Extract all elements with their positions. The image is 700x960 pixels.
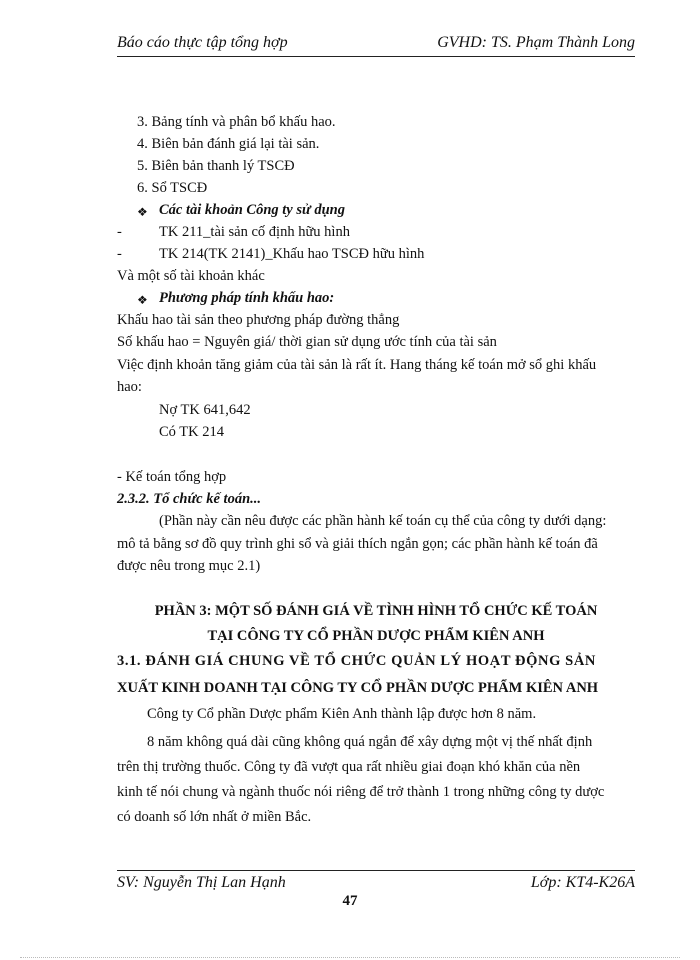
list-item: 4. Biên bản đánh giá lại tài sản. (137, 136, 320, 152)
list-item: 5. Biên bản thanh lý TSCĐ (137, 158, 295, 174)
accounts-heading: Các tài khoản Công ty sử dụng (159, 202, 345, 218)
note-line: được nêu trong mục 2.1) (117, 558, 261, 574)
diamond-bullet-icon: ❖ (137, 293, 148, 307)
account-item: TK 214(TK 2141)_Khấu hao TSCĐ hữu hình (159, 246, 425, 262)
section-31-line1: 3.1. ĐÁNH GIÁ CHUNG VỀ TỔ CHỨC QUẢN LÝ HOẠT ĐỘNG SẢN (117, 653, 596, 669)
page-edge-divider (20, 957, 680, 958)
body-line: kinh tế nói chung và ngành thuốc nói riêng để trở thành 1 trong những công ty dược (117, 784, 605, 800)
method-line: hao: (117, 379, 142, 395)
note-line: mô tả bằng sơ đồ quy trình ghi sổ và giải thích ngắn gọn; các phần hành kế toán đã (117, 536, 598, 552)
header-left: Báo cáo thực tập tổng hợp (117, 34, 288, 51)
header-right: GVHD: TS. Phạm Thành Long (437, 34, 635, 51)
body-line: trên thị trường thuốc. Công ty đã vượt qua rất nhiều giai đoạn khó khăn của nền (117, 759, 581, 775)
footer-left: SV: Nguyễn Thị Lan Hạnh (117, 874, 286, 891)
section-232-heading: 2.3.2. Tổ chức kế toán... (117, 491, 262, 507)
body-line: có doanh số lớn nhất ở miền Bắc. (117, 809, 312, 825)
part3-title-line1: PHẦN 3: MỘT SỐ ĐÁNH GIÁ VỀ TÌNH HÌNH TỔ CHỨC KẾ TOÁN (154, 603, 598, 619)
part3-title-line2: TẠI CÔNG TY CỔ PHẦN DƯỢC PHẨM KIÊN ANH (207, 628, 545, 644)
method-heading: Phương pháp tính khấu hao: (159, 290, 335, 306)
body-line: Công ty Cổ phần Dược phẩm Kiên Anh thành lập được hơn 8 năm. (147, 706, 537, 722)
header-rule (117, 56, 635, 57)
entry-debit: Nợ TK 641,642 (159, 402, 251, 418)
account-item: TK 211_tài sản cố định hữu hình (159, 224, 350, 240)
section-31-line2: XUẤT KINH DOANH TẠI CÔNG TY CỔ PHẦN DƯỢC PHẨM KIÊN ANH (117, 680, 599, 696)
diamond-bullet-icon: ❖ (137, 205, 148, 219)
method-line: Khấu hao tài sản theo phương pháp đường thẳng (117, 312, 400, 328)
footer-right: Lớp: KT4-K26A (530, 874, 635, 891)
page-number: 47 (342, 893, 358, 909)
method-line: Việc định khoản tăng giảm của tài sản là rất ít. Hang tháng kế toán mở sổ ghi khấu (117, 357, 597, 373)
general-accounting: - Kế toán tổng hợp (117, 469, 227, 485)
note-line: (Phần này cần nêu được các phần hành kế toán cụ thể của công ty dưới dạng: (159, 513, 607, 529)
list-item: 6. Sổ TSCĐ (137, 180, 208, 196)
footer-rule (117, 870, 635, 871)
body-line: 8 năm không quá dài cũng không quá ngắn để xây dựng một vị thế nhất định (147, 734, 593, 750)
dash-marker: - (117, 224, 122, 240)
dash-marker: - (117, 246, 122, 262)
entry-credit: Có TK 214 (159, 424, 224, 440)
list-item: 3. Bảng tính và phân bổ khấu hao. (137, 114, 336, 130)
other-accounts: Và một số tài khoản khác (117, 268, 265, 284)
method-line: Số khấu hao = Nguyên giá/ thời gian sử dụng ước tính của tài sản (117, 334, 497, 350)
